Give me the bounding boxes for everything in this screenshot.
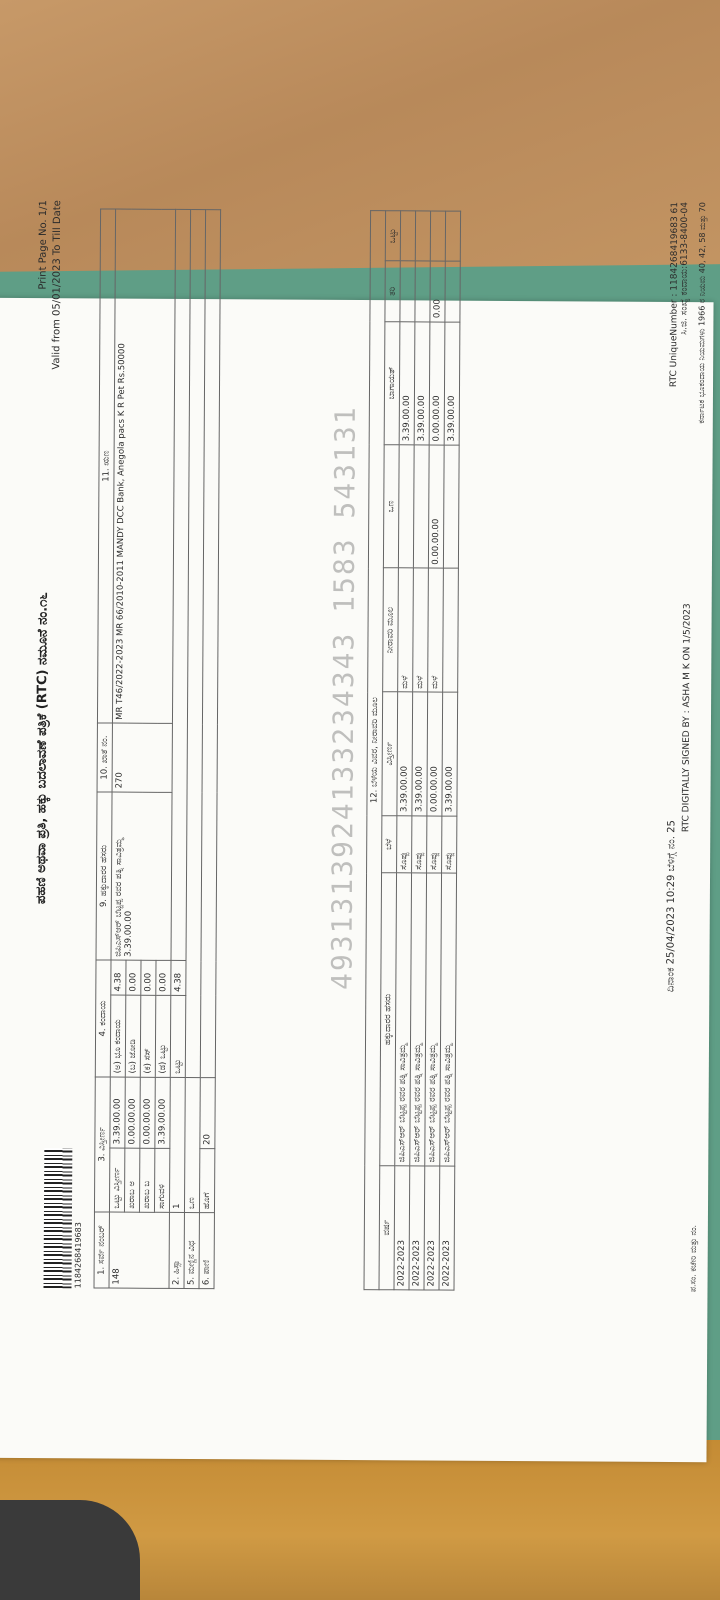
area-label: ಖರಾಬ ಅ <box>124 1148 139 1212</box>
col-owner: 9. ಹಕ್ಕುದಾರರ ಹೆಸರು <box>96 792 112 960</box>
row-name: ಜಿಪಿಎಸ್ಆರ್ ಬೆಟ್ಟಪ್ಪ ರವರ ಪತ್ನಿ ಸಾವಿತ್ರಮ್ಮ <box>410 873 427 1165</box>
hissa-value: 1 <box>169 1077 185 1212</box>
row-source <box>443 568 459 692</box>
cult-col-source: ನೀರಾವರಿ ಮೂಲ <box>383 568 399 692</box>
row-source: ಮಳೆ <box>428 568 444 692</box>
owner-area: 3.39.00.00 <box>123 910 134 957</box>
row-source: ಮಳೆ <box>413 568 429 692</box>
revenue-label: (ಡ) ಒಟ್ಟು <box>155 995 170 1077</box>
cult-col-year: ವರ್ಷ <box>379 1166 395 1290</box>
revenue-value: 4.38 <box>111 960 126 995</box>
row-crop: ಸೊಪ್ಪು <box>427 816 442 874</box>
cult-col-name: ಹಕ್ಕುದಾರರ ಹೆಸರು <box>380 873 397 1165</box>
barcode-number: 1184268419683 <box>73 1222 83 1289</box>
row-name: ಜಿಪಿಎಸ್ಆರ್ ಬೆಟ್ಟಪ್ಪ ರವರ ಪತ್ನಿ ಸಾವಿತ್ರಮ್ಮ <box>395 873 412 1165</box>
row-garden: 0.00.00.00 <box>429 322 445 445</box>
pani-value: 20 <box>200 1077 215 1148</box>
row-area: 3.39.00.00 <box>397 692 413 815</box>
barcode <box>44 1148 73 1288</box>
row-name: ಜಿಪಿಎಸ್ಆರ್ ಬೆಟ್ಟಪ್ಪ ರವರ ಪತ್ನಿ ಸಾವಿತ್ರಮ್ಮ <box>440 874 457 1166</box>
footer-left: ಪ.ಸಂ. ಕಚೇರಿ ಮತ್ತು ನಂ. <box>688 1224 698 1293</box>
area-label: ಒಟ್ಟು ವಿಸ್ತೀರ್ಣ <box>109 1148 124 1212</box>
col-liability: 11. ಋಣ <box>97 209 115 723</box>
row-wet <box>445 261 460 321</box>
valid-from: Valid from 05/01/2023 To Till Date <box>51 200 64 370</box>
row-wet <box>415 261 430 321</box>
row-name: ಜಿಪಿಎಸ್ಆರ್ ಬೆಟ್ಟಪ್ಪ ರವರ ಪತ್ನಿ ಸಾವಿತ್ರಮ್ಮ <box>425 873 442 1165</box>
area-value: 0.00.00.00 <box>140 1077 155 1148</box>
row-crop: ಸೊಪ್ಪು <box>412 816 427 874</box>
revenue-value: 0.00 <box>156 961 171 996</box>
area-value: 3.39.00.00 <box>110 1077 125 1148</box>
unique-number-text: RTC UniqueNumber : 1184268419683 61 <box>669 201 681 388</box>
revenue-value: 0.00 <box>141 960 156 995</box>
cult-col-crop: ಬೆಳೆ <box>382 815 397 873</box>
row-garden: 3.39.00.00 <box>444 322 460 445</box>
survey-number: 148 <box>109 1212 169 1288</box>
row-wet <box>400 261 415 321</box>
total-revenue: 4.38 <box>171 961 186 996</box>
rtc-document <box>0 200 714 1462</box>
unique-number <box>669 202 690 387</box>
row-area: 3.39.00.00 <box>442 692 458 815</box>
row-year: 2022-2023 <box>439 1166 455 1290</box>
area-value: 3.39.00.00 <box>155 1077 170 1148</box>
row-area: 3.39.00.00 <box>412 692 428 815</box>
area-label: ಸಾಗುವಳಿ <box>154 1148 169 1212</box>
row-crop: ಸೊಪ್ಪು <box>442 816 457 874</box>
soil-label: 5. ಮಣ್ಣಿನ ವಿಧ <box>184 1212 199 1288</box>
cult-col-wet: ತರಿ <box>385 261 400 321</box>
pani-sub: ಹೊಗೆ <box>199 1148 214 1212</box>
area-label: ಖರಾಬ ಬ <box>139 1148 154 1212</box>
revenue-label: (ಬ) ಜೋಡಿ <box>125 995 140 1077</box>
cultivation-table <box>363 210 461 1291</box>
row-area: 0.00.00.00 <box>427 692 443 815</box>
cult-col-dry: ಒಣ <box>383 445 399 568</box>
row-garden: 3.39.00.00 <box>414 322 430 445</box>
row-source: ಮಳೆ <box>398 568 414 692</box>
revenue-label: (ಅ) ಭೂ ಕಂದಾಯ <box>110 995 125 1077</box>
col-khata: 10. ಖಾತೆ ನಂ. <box>97 723 112 792</box>
pani-label: 6. ಪಾಣಿ <box>199 1213 214 1289</box>
owner-name: ಜಿಪಿಎಸ್ಆರ್ ಬೆಟ್ಟಪ್ಪ ರವರ ಪತ್ನಿ ಸಾವಿತ್ರಮ್ಮ <box>113 838 125 957</box>
row-year: 2022-2023 <box>394 1166 410 1290</box>
cult-col-garden: ಬಾಗಾಯತ್ <box>384 321 400 444</box>
hissa-label: 2. ಹಿಸ್ಸಾ <box>169 1212 184 1288</box>
row-dry <box>398 445 414 568</box>
document-page <box>23 188 720 1312</box>
footer-right-text: ಸಿ.ಜಿ. ಸಂಖ್ಯೆ ಕಂದಾಯ:6133-8400-04 <box>679 202 691 335</box>
cult-col-area: ವಿಸ್ತೀರ್ಣ <box>382 692 398 815</box>
revenue-label: (ಕ) ಸೆಸ್ <box>140 995 155 1077</box>
watermark-number: 4931313924133234343 1583 543131 <box>325 405 362 991</box>
area-value: 0.00.00.00 <box>125 1077 140 1148</box>
owner-cell <box>111 792 172 961</box>
revenue-value: 0.00 <box>126 960 141 995</box>
cultivation-section-label: 12. ಬೆಳೆಯ ವಿವರ, ನೀರಾವರಿ ಮೂಲ <box>364 211 386 1290</box>
soil-value: ಒಣ <box>184 1077 200 1212</box>
cult-col-total: ಒಟ್ಟು <box>385 211 400 261</box>
row-crop: ಸೊಪ್ಪು <box>397 815 412 873</box>
total-revenue-label: ಒಟ್ಟು <box>170 995 185 1077</box>
document-title: ಪಹಣಿ ಅಥವಾ ಪ್ರತಿ, ಹಕ್ಕು ಬದಲಾವಣೆ ಪತ್ರಿಕೆ (RTC) ನಮೂನೆ ನಂ.೧೬ <box>33 592 51 904</box>
col-area: 3. ವಿಸ್ತೀರ್ಣ <box>94 1077 110 1212</box>
row-garden: 3.39.00.00 <box>399 321 415 444</box>
row-dry: 0.00.00.00 <box>428 445 444 568</box>
row-wet: 0.00 <box>430 261 445 321</box>
survey-table <box>94 208 222 1289</box>
khata-number: 270 <box>112 723 172 792</box>
background-object <box>0 1500 140 1600</box>
footer-note: ಕರ್ನಾಟಕ ಭೂಕಂದಾಯ ನಿಯಮಗಳು 1966 ರ ನಿಯಮ 40, 42, 58 ಮತ್ತು 70 <box>696 202 708 424</box>
col-revenue: 4. ಕಂದಾಯ <box>95 960 111 1077</box>
col-survey: 1. ಸರ್ವೆ ನಂಬರ್ <box>94 1212 109 1288</box>
print-page-number: Print Page No. 1/1 <box>37 200 50 290</box>
row-dry <box>443 445 459 568</box>
row-year: 2022-2023 <box>424 1166 440 1290</box>
row-dry <box>413 445 429 568</box>
liability-text: MR T46/2022-2023 MR 66/2010-2011 MANDY DCC Bank, Anegola pacs K R Pet Rs.50000 <box>112 209 175 724</box>
footer-date: ದಿನಾಂಕ 25/04/2023 10:29 ಬೆಳಿಗ್ಗೆ ನಂ. 25 <box>665 820 678 992</box>
digital-signature: RTC DIGITALLY SIGNED BY : ASHA M K ON 1/5/2023 <box>681 603 693 833</box>
row-year: 2022-2023 <box>409 1166 425 1290</box>
